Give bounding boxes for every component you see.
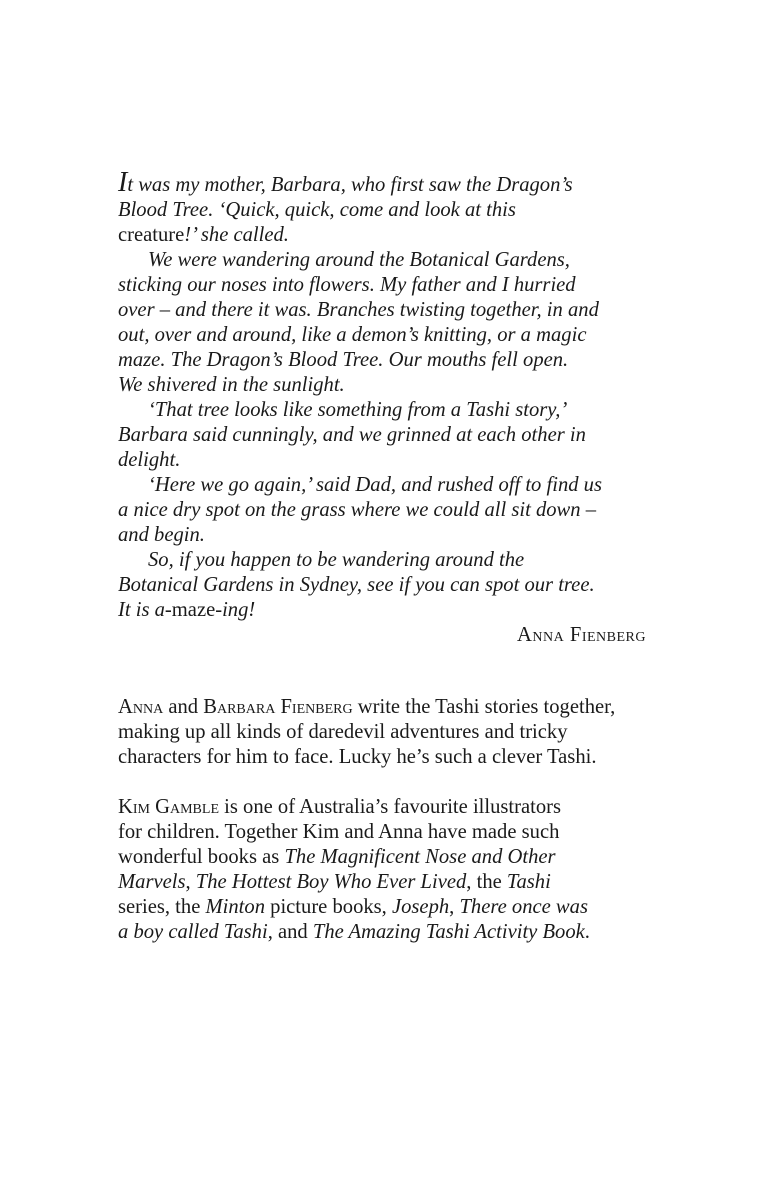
foreword-line-11: Barbara said cunningly, and we grinned at each other in [118, 424, 586, 446]
authors-bio-line-2: making up all kinds of daredevil adventures and tricky [118, 721, 568, 743]
foreword-signature: Anna Fienberg [517, 624, 646, 646]
foreword-line-6: over – and there it was. Branches twisting together, in and [118, 299, 599, 321]
foreword-line-14: a nice dry spot on the grass where we could all sit down – [118, 499, 597, 521]
foreword-line-16: So, if you happen to be wandering around the [148, 549, 525, 571]
book-page [118, 167, 648, 945]
drop-cap: I [118, 167, 128, 198]
illustrator-bio-line-2: for children. Together Kim and Anna have made such [118, 821, 560, 843]
authors-bio-line-1: Anna and Barbara Fienberg write the Tashi stories together, [118, 696, 616, 718]
author-name-barbara: Barbara Fienberg [203, 696, 353, 718]
illustrator-bio-line-5: series, the Minton picture books, Joseph, There once was [118, 896, 588, 918]
foreword-line-12: delight. [118, 449, 181, 471]
foreword-line-17: Botanical Gardens in Sydney, see if you can spot our tree. [118, 574, 595, 596]
foreword-line-7: out, over and around, like a demon’s knitting, or a magic [118, 324, 587, 346]
foreword-line-13: ‘Here we go again,’ said Dad, and rushed off to find us [148, 474, 602, 496]
authors-bio-line-3: characters for him to face. Lucky he’s such a clever Tashi. [118, 746, 597, 768]
book-title: The Amazing Tashi Activity Book [312, 921, 585, 943]
illustrator-bio-line-4: Marvels, The Hottest Boy Who Ever Lived, the Tashi [118, 871, 551, 893]
foreword-line-1: It was my mother, Barbara, who first saw the Dragon’s [118, 167, 573, 198]
foreword-line-18: It is a-maze-ing! [118, 599, 256, 621]
book-title: Tashi [506, 871, 551, 893]
foreword-line-2: Blood Tree. ‘Quick, quick, come and look at this [118, 199, 516, 221]
foreword-line-5: sticking our noses into flowers. My father and I hurried [118, 274, 576, 296]
foreword-line-4: We were wandering around the Botanical Gardens, [148, 249, 570, 271]
authors-bio [118, 695, 648, 770]
illustrator-bio-line-3: wonderful books as The Magnificent Nose and Other [118, 846, 556, 868]
foreword [118, 167, 648, 648]
illustrator-bio-line-1: Kim Gamble is one of Australia’s favourite illustrators [118, 796, 562, 818]
foreword-line-8: maze. The Dragon’s Blood Tree. Our mouths fell open. [118, 349, 569, 371]
author-name-anna: Anna [118, 696, 164, 718]
book-title: The Hottest Boy Who Ever Lived [195, 871, 467, 893]
foreword-line-10: ‘That tree looks like something from a Tashi story,’ [148, 399, 568, 421]
foreword-line-3: creature!’ she called. [118, 224, 289, 246]
book-title: Joseph [391, 896, 450, 918]
book-title: a boy called Tashi [118, 921, 268, 943]
book-title: The Magnificent Nose and Other [284, 846, 556, 868]
illustrator-bio-line-6: a boy called Tashi, and The Amazing Tashi Activity Book. [118, 921, 590, 943]
illustrator-name: Kim Gamble [118, 796, 220, 818]
book-title: Marvels [118, 871, 186, 893]
foreword-line-15: and begin. [118, 524, 205, 546]
book-title: Minton [205, 896, 265, 918]
book-title: There once was [459, 896, 588, 918]
foreword-line-9: We shivered in the sunlight. [118, 374, 345, 396]
illustrator-bio [118, 795, 648, 945]
